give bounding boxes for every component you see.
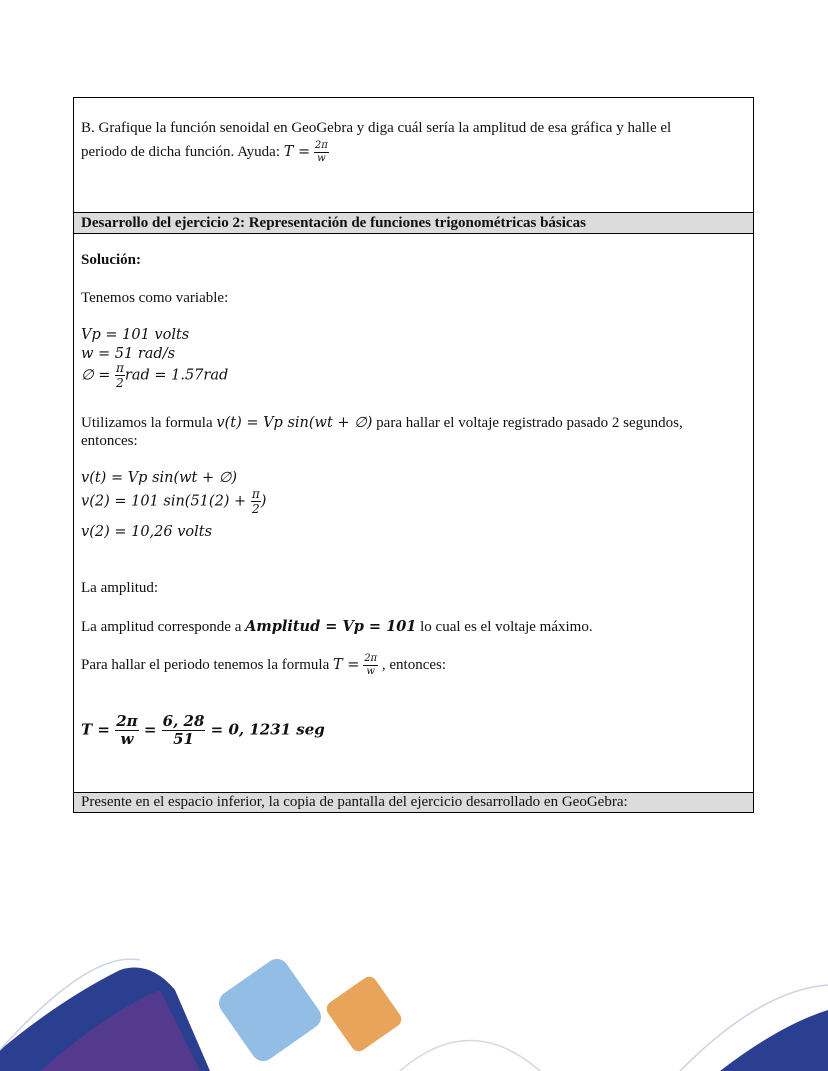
screenshot-instruction-text: Presente en el espacio inferior, la copia de pantalla del ejercicio desarrollado en GeoGebra: [81, 794, 628, 810]
equation-1: v(t) = Vp sin(wt + ∅) [81, 470, 238, 486]
period-text-a: Para hallar el periodo tenemos la formula [81, 656, 333, 673]
amplitude-heading: La amplitud: [81, 580, 159, 596]
result-frac2-den: 51 [173, 730, 194, 748]
question-formula-den: w [317, 153, 326, 165]
result-fraction-1 [115, 714, 138, 747]
result-frac1-num: 2π [116, 712, 138, 730]
variable-phi-lhs: ∅ = [81, 367, 111, 384]
light-blue-square [214, 954, 325, 1065]
equation-2-close: ) [260, 493, 267, 510]
question-formula-fraction [314, 141, 329, 164]
question-formula-lhs: T = [283, 144, 311, 160]
amplitude-text-a: La amplitud corresponde a [81, 619, 246, 635]
equation-2-den: 2 [251, 502, 260, 516]
screenshot-instruction [74, 793, 753, 812]
variable-phi-num: π [116, 361, 124, 375]
result-fraction-2 [162, 714, 206, 747]
amplitude-text-b: lo cual es el voltaje máximo. [416, 619, 593, 635]
decorative-footer-graphic [0, 930, 828, 1071]
question-line-2 [81, 140, 747, 164]
question-line-1: B. Grafique la función senoidal en GeoGebra y diga cuál sería la amplitud de esa gráfica y halle el [81, 120, 672, 136]
formula-inline: v(t) = Vp sin(wt + ∅) [216, 415, 373, 431]
variable-phi-fraction [115, 362, 125, 389]
orange-square [324, 974, 405, 1055]
result-frac2-num: 6, 28 [162, 712, 205, 730]
result-frac1-den: w [120, 730, 134, 748]
right-blue-shape [720, 1010, 828, 1071]
question-cell [74, 98, 753, 213]
solution-label: Solución: [81, 252, 142, 268]
equation-2-lhs: v(2) = 101 sin(51(2) + [81, 493, 247, 510]
period-result [81, 714, 747, 747]
equation-2 [81, 488, 747, 515]
formula-paragraph [81, 414, 747, 433]
equation-2-fraction [251, 488, 261, 515]
formula-text-a: Utilizamos la formula [81, 415, 217, 431]
result-lhs: T = [81, 720, 110, 739]
question-formula-num: 2π [314, 140, 328, 152]
result-equals: = [143, 720, 157, 739]
result-value: = 0, 1231 seg [210, 720, 325, 739]
period-text-b: , entonces: [378, 656, 447, 673]
period-num: 2π [364, 653, 378, 664]
period-den: w [366, 666, 375, 677]
exercise-table [73, 97, 754, 813]
variable-phi-den: 2 [116, 376, 124, 390]
variables-intro: Tenemos como variable: [81, 290, 229, 306]
period-lhs: T = [333, 656, 360, 673]
variable-phi-rhs: rad = 1.57rad [124, 367, 229, 384]
question-line-2-text: periodo de dicha función. Ayuda: [81, 144, 284, 160]
section-header [74, 213, 753, 234]
formula-text-b: para hallar el voltaje registrado pasado 2 segundos, [372, 415, 683, 431]
amplitude-formula: Amplitud = Vp = 101 [245, 618, 417, 635]
variable-vp: Vp = 101 volts [81, 327, 190, 343]
solution-cell [74, 234, 753, 793]
equation-2-num: π [251, 487, 260, 501]
formula-text-c: entonces: [81, 433, 138, 449]
amplitude-paragraph [81, 618, 747, 636]
center-curve-line [400, 1041, 540, 1071]
equation-3: v(2) = 10,26 volts [81, 524, 213, 540]
period-fraction [363, 654, 378, 677]
variable-phi [81, 362, 747, 389]
section-title: Desarrollo del ejercicio 2: Representación de funciones trigonométricas básicas [81, 215, 586, 231]
period-paragraph [81, 654, 747, 677]
variable-w: w = 51 rad/s [81, 346, 176, 362]
